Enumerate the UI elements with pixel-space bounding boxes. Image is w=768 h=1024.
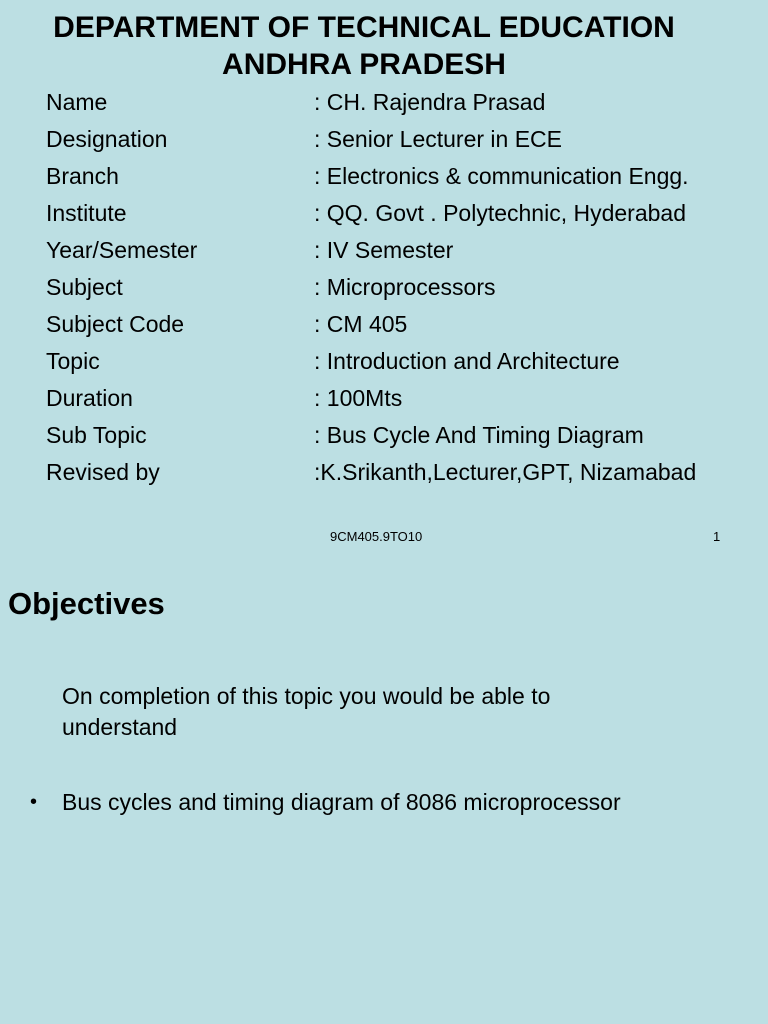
objectives-intro: On completion of this topic you would be able to understand [62,683,551,740]
info-value: : Bus Cycle And Timing Diagram [314,422,644,448]
slide-title [0,9,728,83]
info-value: : CH. Rajendra Prasad [314,89,546,115]
info-value: : Electronics & communication Engg. [314,163,689,189]
info-label: Name [46,89,108,115]
objectives-slide [0,556,768,1024]
info-label: Designation [46,126,168,152]
bullet-icon: • [30,791,38,813]
info-label: Sub Topic [46,422,147,448]
info-label: Subject Code [46,311,185,337]
info-value: :K.Srikanth,Lecturer,GPT, Nizamabad [314,459,697,485]
info-label: Branch [46,163,119,189]
list-item-text: Bus cycles and timing diagram of 8086 microprocessor [62,789,621,815]
info-value: : IV Semester [314,237,454,263]
list-item [30,787,621,818]
info-label: Subject [46,274,123,300]
objectives-list [30,787,621,818]
slide-footer-code: 9CM405.9TO10 [330,529,423,544]
info-value: : QQ. Govt . Polytechnic, Hyderabad [314,200,686,226]
objectives-heading: Objectives [8,586,165,621]
title-line-1: DEPARTMENT OF TECHNICAL EDUCATION [53,11,675,44]
info-label: Institute [46,200,127,226]
info-value: : Introduction and Architecture [314,348,620,374]
info-value: : Microprocessors [314,274,496,300]
info-label: Revised by [46,459,160,485]
info-label: Topic [46,348,100,374]
slide-page-number: 1 [713,529,721,544]
info-label: Duration [46,385,133,411]
info-value: : Senior Lecturer in ECE [314,126,563,152]
info-label: Year/Semester [46,237,198,263]
title-line-2: ANDHRA PRADESH [222,48,506,81]
info-value: : CM 405 [314,311,408,337]
info-value: : 100Mts [314,385,403,411]
